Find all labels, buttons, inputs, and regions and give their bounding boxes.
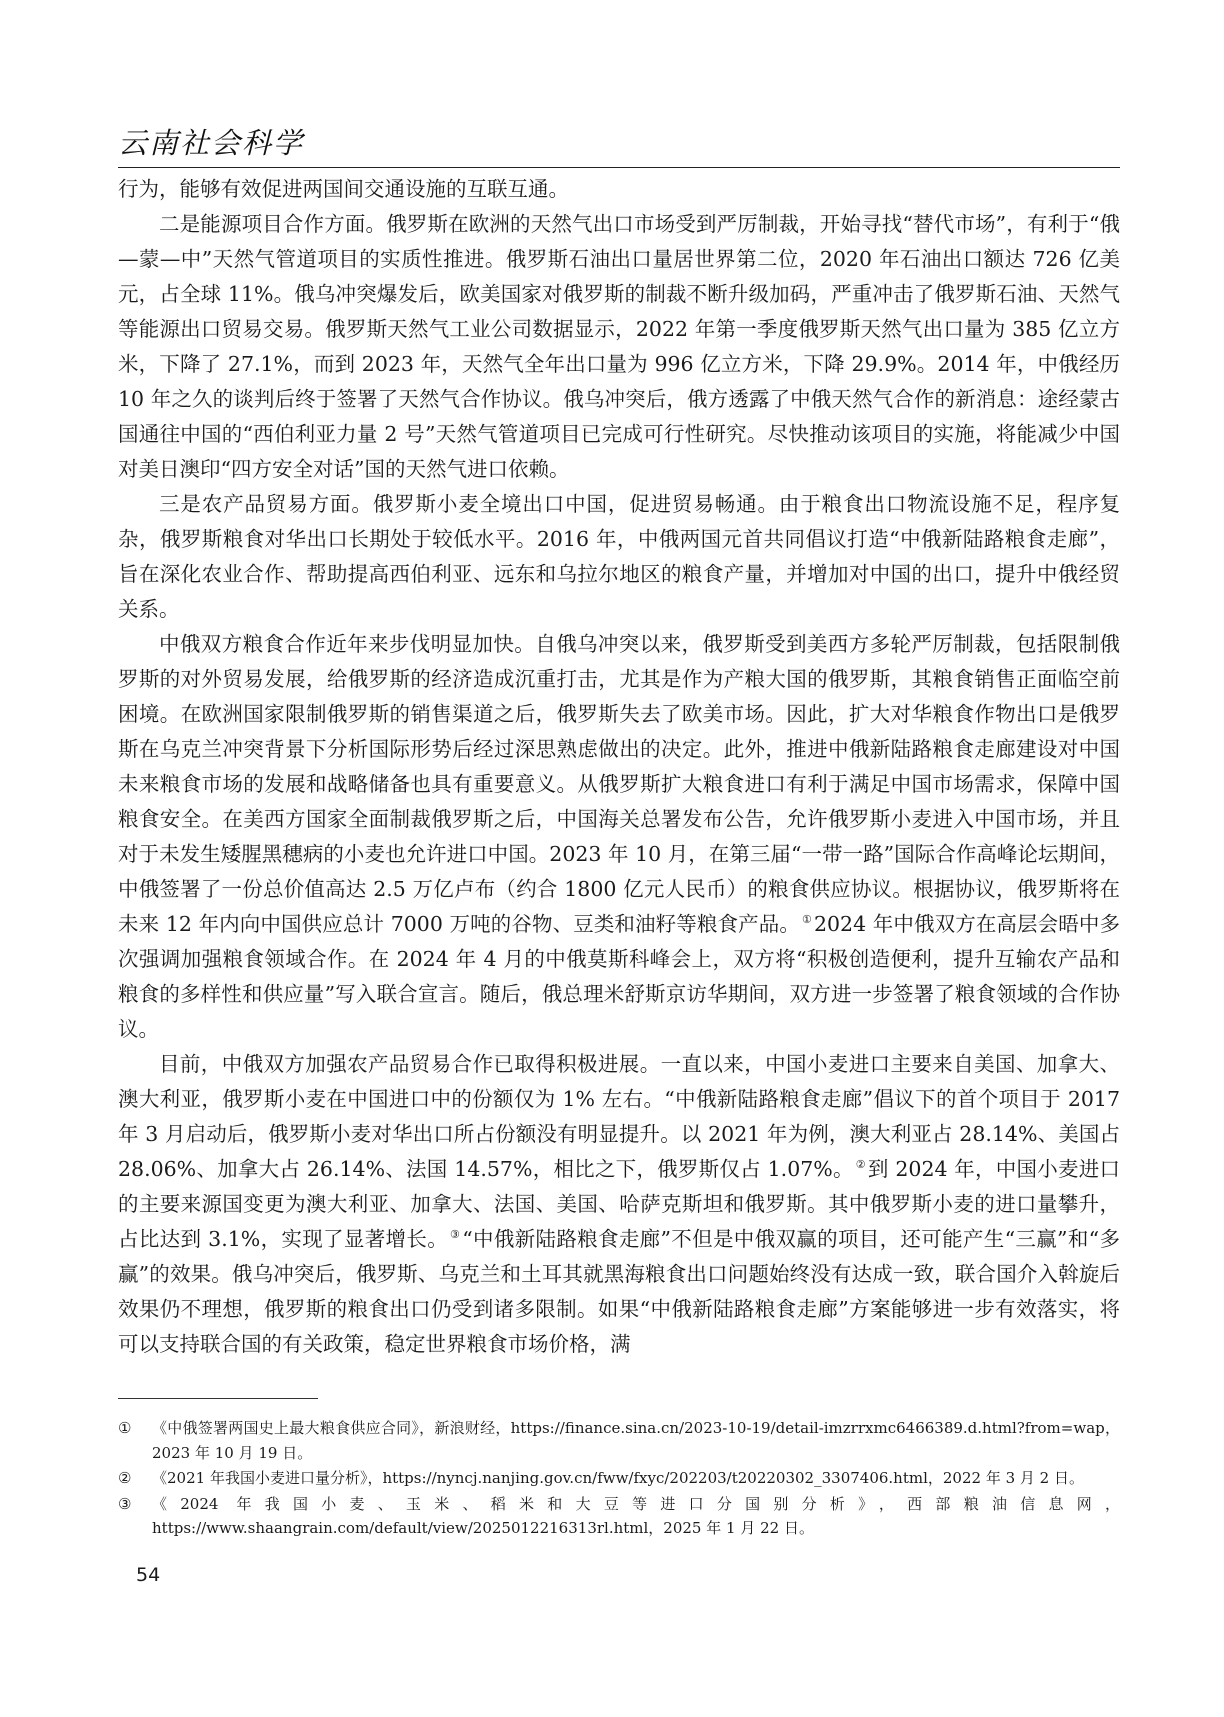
- body-paragraph: [118, 207, 1120, 487]
- paragraph-text: 2024 年中俄双方在高层会晤中多次强调加强粮食领域合作。在 2024 年 4 月的中俄莫斯科峰会上，双方将“积极创造便利，提升互输农产品和粮食的多样性和供应量”写入联合宣言。随后，俄总理米舒斯京访华期间，双方进一步签署了粮食领域的合作协议。: [118, 912, 1121, 1041]
- footnote-text: 《2021 年我国小麦进口量分析》，https://nyncj.nanjing.gov.cn/fww/fxyc/202203/t20220302_3307406.html，2022 年 3 月 2 日。: [152, 1469, 1084, 1487]
- body-paragraph: [118, 487, 1120, 627]
- page-number: 54: [136, 1564, 161, 1586]
- body-text: [118, 172, 1120, 1362]
- footnote-reference-mark[interactable]: ①: [801, 913, 812, 927]
- paragraph-text: 目前，中俄双方加强农产品贸易合作已取得积极进展。一直以来，中国小麦进口主要来自美国、加拿大、澳大利亚，俄罗斯小麦在中国进口中的份额仅为 1% 左右。“中俄新陆路粮食走廊”倡议下的首个项目于 2017 年 3 月启动后，俄罗斯小麦对华出口所占份额没有明显提升。以 2021 年为例，澳大利亚占 28.14%、美国占 28.06%、加拿大占 26.14%、法国 14.57%，相比之下，俄罗斯仅占 1.07%。: [118, 1052, 1120, 1181]
- footnote: [118, 1492, 1120, 1541]
- paragraph-text: 行为，能够有效促进两国间交通设施的互联互通。: [118, 177, 569, 201]
- paragraph-text: “中俄新陆路粮食走廊”不但是中俄双赢的项目，还可能产生“三赢”和“多赢”的效果。俄乌冲突后，俄罗斯、乌克兰和土耳其就黑海粮食出口问题始终没有达成一致，联合国介入斡旋后效果仍不理想，俄罗斯的粮食出口仍受到诸多限制。如果“中俄新陆路粮食走廊”方案能够进一步有效落实，将可以支持联合国的有关政策，稳定世界粮食市场价格，满: [118, 1227, 1120, 1356]
- journal-title: 云南社会科学: [118, 126, 305, 160]
- page-header: [118, 128, 1120, 168]
- footnotes: [118, 1416, 1120, 1542]
- paragraph-text: 中俄双方粮食合作近年来步伐明显加快。自俄乌冲突以来，俄罗斯受到美西方多轮严厉制裁，包括限制俄罗斯的对外贸易发展，给俄罗斯的经济造成沉重打击，尤其是作为产粮大国的俄罗斯，其粮食销售正面临空前困境。在欧洲国家限制俄罗斯的销售渠道之后，俄罗斯失去了欧美市场。因此，扩大对华粮食作物出口是俄罗斯在乌克兰冲突背景下分析国际形势后经过深思熟虑做出的决定。此外，推进中俄新陆路粮食走廊建设对中国未来粮食市场的发展和战略储备也具有重要意义。从俄罗斯扩大粮食进口有利于满足中国市场需求，保障中国粮食安全。在美西方国家全面制裁俄罗斯之后，中国海关总署发布公告，允许俄罗斯小麦进入中国市场，并且对于未发生矮腥黑穗病的小麦也允许进口中国。2023 年 10 月，在第三届“一带一路”国际合作高峰论坛期间，中俄签署了一份总价值高达 2.5 万亿卢布（约合 1800 亿元人民币）的粮食供应协议。根据协议，俄罗斯将在未来 12 年内向中国供应总计 7000 万吨的谷物、豆类和油籽等粮食产品。: [118, 632, 1120, 936]
- body-paragraph: [118, 627, 1120, 1047]
- footnote-reference-mark[interactable]: ②: [855, 1158, 866, 1172]
- footnote-separator: [118, 1398, 318, 1399]
- footnote-number: ③: [118, 1494, 132, 1513]
- footnote-text: 《2024 年我国小麦、玉米、稻米和大豆等进口分国别分析》，西部粮油信息网，https://www.shaangrain.com/default/view/2025012216313rl.html，2025 年 1 月 22 日。: [152, 1494, 1120, 1537]
- paragraph-text: 二是能源项目合作方面。俄罗斯在欧洲的天然气出口市场受到严厉制裁，开始寻找“替代市场”，有利于“俄—蒙—中”天然气管道项目的实质性推进。俄罗斯石油出口量居世界第二位，2020 年石油出口额达 726 亿美元，占全球 11%。俄乌冲突爆发后，欧美国家对俄罗斯的制裁不断升级加码，严重冲击了俄罗斯石油、天然气等能源出口贸易交易。俄罗斯天然气工业公司数据显示，2022 年第一季度俄罗斯天然气出口量为 385 亿立方米，下降了 27.1%，而到 2023 年，天然气全年出口量为 996 亿立方米，下降 29.9%。2014 年，中俄经历 10 年之久的谈判后终于签署了天然气合作协议。俄乌冲突后，俄方透露了中俄天然气合作的新消息：途经蒙古国通往中国的“西伯利亚力量 2 号”天然气管道项目已完成可行性研究。尽快推动该项目的实施，将能减少中国对美日澳印“四方安全对话”国的天然气进口依赖。: [118, 212, 1120, 481]
- body-paragraph: [118, 172, 1120, 207]
- footnote: [118, 1416, 1120, 1465]
- footnote: [118, 1466, 1120, 1491]
- header-rule: [118, 167, 1120, 168]
- footnote-number: ②: [118, 1469, 132, 1487]
- paragraph-text: 三是农产品贸易方面。俄罗斯小麦全境出口中国，促进贸易畅通。由于粮食出口物流设施不足，程序复杂，俄罗斯粮食对华出口长期处于较低水平。2016 年，中俄两国元首共同倡议打造“中俄新陆路粮食走廊”，旨在深化农业合作、帮助提高西伯利亚、远东和乌拉尔地区的粮食产量，并增加对中国的出口，提升中俄经贸关系。: [118, 492, 1120, 621]
- footnote-text: 《中俄签署两国史上最大粮食供应合同》，新浪财经，https://finance.sina.cn/2023-10-19/detail-imzrrxmc6466389.d.html?from=wap，2023 年 10 月 19 日。: [152, 1419, 1120, 1462]
- footnote-reference-mark[interactable]: ③: [450, 1228, 461, 1242]
- footnote-number: ①: [118, 1419, 132, 1437]
- paragraph-text: 到 2024 年，中国小麦进口的主要来源国变更为澳大利亚、加拿大、法国、美国、哈萨克斯坦和俄罗斯。其中俄罗斯小麦的进口量攀升，占比达到 3.1%，实现了显著增长。: [118, 1157, 1120, 1251]
- body-paragraph: [118, 1047, 1120, 1362]
